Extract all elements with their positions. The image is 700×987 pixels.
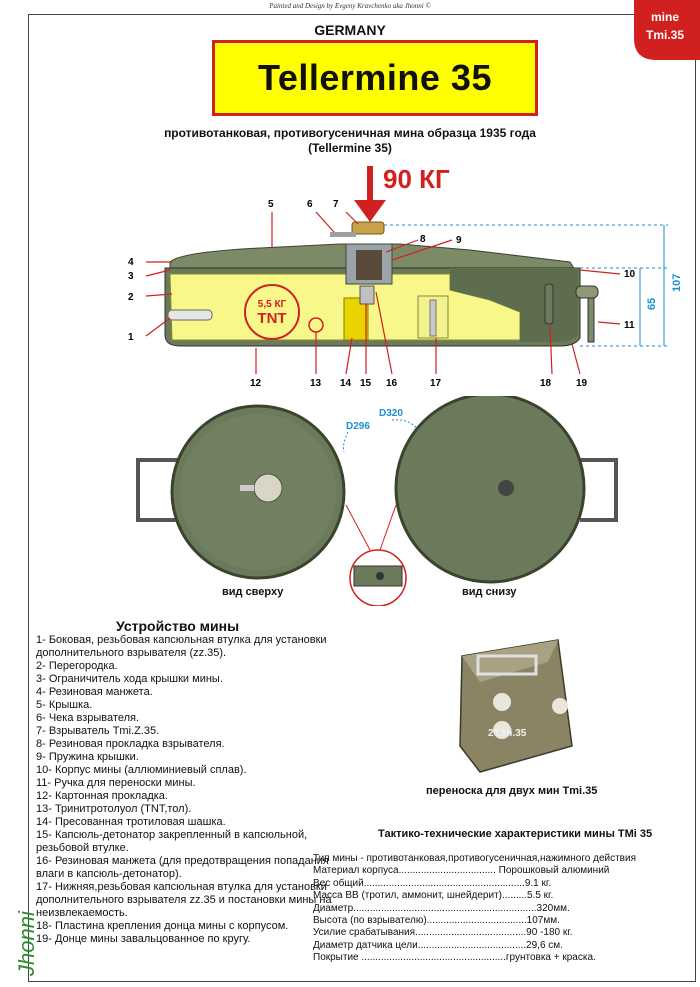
- subtitle: [0, 126, 700, 156]
- device-item: 16- Резиновая манжета (для предотвращения попадания влаги в капсюль-детонатор).: [36, 855, 329, 880]
- bottom-fuze-pin: [430, 300, 436, 336]
- callout-2: 2: [128, 292, 134, 303]
- load-label: 90 КГ: [383, 164, 450, 194]
- carry-handle: [576, 286, 598, 298]
- side-fuze-well: [168, 310, 212, 320]
- credit-line: Painted and Design by Evgeny Kravchenko aka Jhonni ©: [269, 2, 431, 10]
- specs-table: [313, 853, 688, 965]
- dimension-d320: D320: [379, 408, 403, 419]
- load-arrow-shaft: [367, 166, 373, 204]
- spec-row: Материал корпуса................................... Порошковый алюминий: [313, 865, 610, 877]
- spec-row: Высота (по взрывателю)....................................107мм.: [313, 915, 560, 927]
- device-item: 8- Резиновая прокладка взрывателя.: [36, 738, 225, 750]
- spec-row: Диаметр датчика цели.......................................29,6 см.: [313, 939, 563, 951]
- height-65: 65: [646, 297, 658, 310]
- spec-row: Диаметр..................................................................320мм.: [313, 902, 570, 914]
- device-item: 14- Пресованная тротиловая шашка.: [36, 816, 226, 828]
- specs-title: Тактико-технические характеристики мины TMi 35: [378, 828, 653, 840]
- device-item: 5- Крышка.: [36, 699, 93, 711]
- bottom-view-disc: [396, 396, 584, 582]
- artist-signature: [4, 860, 44, 980]
- page-title: Tellermine 35: [258, 57, 492, 98]
- callout-3: 3: [128, 271, 134, 282]
- detonator: [360, 286, 374, 304]
- spec-row: Вес общий..........................................................9.1 кг.: [313, 877, 552, 889]
- device-item: 10- Корпус мины (аллюминиевый сплав).: [36, 764, 247, 776]
- callout-15: 15: [360, 378, 372, 389]
- device-list: [36, 634, 356, 946]
- carrier-marking: 2T.Mi.35: [488, 728, 527, 739]
- spec-row: Усилие срабатывания........................................90 -180 кг.: [313, 927, 573, 939]
- load-arrow-head: [354, 200, 386, 222]
- callout-14: 14: [340, 378, 352, 389]
- title-box: [212, 40, 538, 116]
- subtitle-line1: противотанковая, противогусеничная мина образца 1935 года: [164, 126, 536, 140]
- callout-6: 6: [307, 199, 313, 210]
- views-diagram: [0, 396, 700, 606]
- device-item: 15- Капсюль-детонатор закрепленный в капсюльной, резьбовой втулке.: [36, 829, 308, 854]
- country-label: GERMANY: [314, 22, 386, 38]
- carrier-photo: [440, 626, 580, 776]
- device-item: 9- Пружина крышки.: [36, 751, 139, 763]
- top-view-label: вид сверху: [222, 586, 284, 598]
- subtitle-line2: (Tellermine 35): [308, 141, 392, 155]
- callout-19: 19: [576, 378, 588, 389]
- carry-handle-grip: [588, 298, 594, 342]
- callout-8: 8: [420, 234, 426, 245]
- top-view-pin: [240, 485, 254, 491]
- fuze-head: [352, 222, 384, 234]
- callout-17: 17: [430, 378, 442, 389]
- spec-row: Покрытие ....................................................грунтовка + краска.: [313, 952, 596, 964]
- spec-row: Масса ВВ (тротил, аммонит, шнейдерит).........5.5 кг.: [313, 890, 554, 902]
- photo-caption: переноска для двух мин Tmi.35: [426, 785, 598, 797]
- device-item: 18- Пластина крепления донца мины с корпусом.: [36, 920, 289, 932]
- device-item: 3- Ограничитель хода крышки мины.: [36, 673, 223, 685]
- bottom-view-label: вид снизу: [462, 586, 517, 598]
- callout-1: 1: [128, 332, 134, 343]
- cross-section-diagram: [0, 160, 700, 390]
- spec-row: Тип мины - противотанковая,противогусеничная,нажимного действия: [313, 853, 636, 864]
- callout-16: 16: [386, 378, 398, 389]
- top-view-fuze: [254, 474, 282, 502]
- callout-9: 9: [456, 235, 462, 246]
- device-item: 1- Боковая, резьбовая капсюльная втулка для установки дополнительного взрывателя (zz.35).: [36, 634, 327, 659]
- device-item: 19- Донце мины завальцованное по кругу.: [36, 933, 251, 945]
- corner-tag-line1: mine: [650, 10, 679, 24]
- device-title: Устройство мины: [116, 618, 240, 634]
- fuze-pin: [330, 232, 356, 237]
- charge-tnt: TNT: [257, 310, 287, 327]
- callout-10: 10: [624, 269, 636, 280]
- height-107: 107: [671, 273, 683, 292]
- callout-4: 4: [128, 257, 134, 268]
- charge-weight: 5,5 КГ: [257, 299, 287, 310]
- callout-7: 7: [333, 199, 339, 210]
- callout-18: 18: [540, 378, 552, 389]
- bottom-plate-clip: [545, 284, 553, 324]
- device-item: 13- Тринитротолуол (TNT,тол).: [36, 803, 192, 815]
- bottom-view-plug: [498, 480, 514, 496]
- callout-13: 13: [310, 378, 322, 389]
- device-item: 12- Картонная прокладка.: [36, 790, 168, 802]
- dimension-d296: D296: [346, 421, 370, 432]
- device-item: 11- Ручка для переноски мины.: [36, 777, 196, 789]
- device-item: 7- Взрыватель Tmi.Z.35.: [36, 725, 160, 737]
- device-item: 2- Перегородка.: [36, 660, 118, 672]
- device-item: 4- Резиновая манжета.: [36, 686, 153, 698]
- device-item: 6- Чека взрывателя.: [36, 712, 139, 724]
- callout-11: 11: [624, 320, 635, 331]
- signature-text: Jhonni: [14, 911, 39, 976]
- device-item: 17- Нижняя,резьбовая капсюльная втулка для установки дополнительного взрывателя zz.35 и постановки мины на неизвлекаемость.: [36, 881, 332, 919]
- corner-tag-line2: Tmi.35: [645, 28, 684, 42]
- callout-12: 12: [250, 378, 262, 389]
- spring: [356, 250, 382, 280]
- callout-5: 5: [268, 199, 274, 210]
